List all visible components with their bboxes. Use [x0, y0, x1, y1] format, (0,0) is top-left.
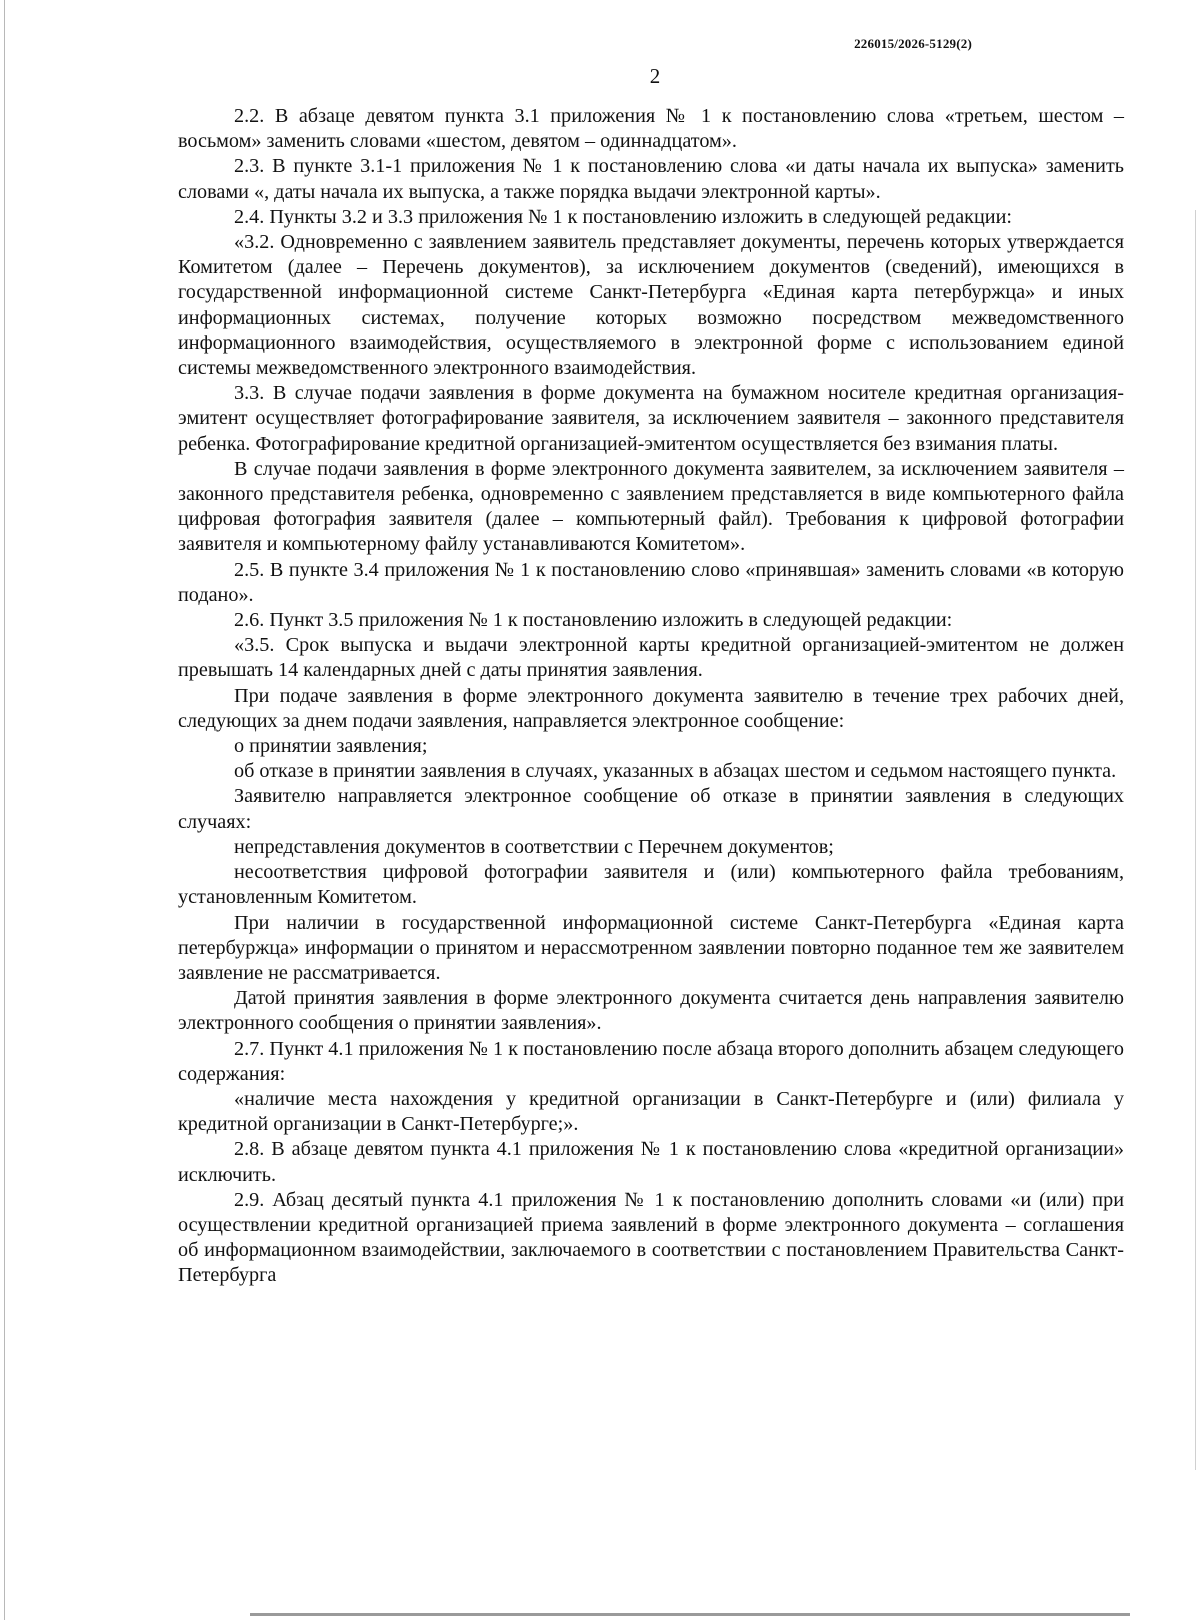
paragraph-3-5-refusal: об отказе в принятии заявления в случаях, указанных в абзацах шестом и седьмом настоящего пункта. — [234, 760, 1117, 783]
paragraph-3-3-electronic: В случае подачи заявления в форме электронного документа заявителем, за исключением заявителя – законного представителя ребенка, одновременно с заявлением представляется в виде компьютерного файла цифровая фотография заявителя (далее – компьютерный файл). Требования к цифровой фотографии заявителя и компьютерному файлу устанавливаются Комитетом». — [178, 457, 1124, 556]
paragraph-3-5-electronic-notice: При подаче заявления в форме электронного документа заявителю в течение трех рабочих дней, следующих за днем подачи заявления, направляется электронное сообщение: — [178, 684, 1124, 732]
paragraph-2-8: 2.8. В абзаце девятом пункта 4.1 приложения № 1 к постановлению слова «кредитной организации» исключить. — [178, 1138, 1124, 1186]
page-number: 2 — [649, 64, 661, 88]
scan-edge-right — [1195, 210, 1196, 1470]
paragraph-3-5-refusal-cases: Заявителю направляется электронное сообщение об отказе в принятии заявления в следующих случаях: — [178, 785, 1124, 833]
scan-edge-left — [4, 0, 5, 1620]
paragraph-2-6: 2.6. Пункт 3.5 приложения № 1 к постановлению изложить в следующей редакции: — [234, 609, 953, 632]
paragraph-2-4: 2.4. Пункты 3.2 и 3.3 приложения № 1 к постановлению изложить в следующей редакции: — [234, 205, 1012, 228]
paragraph-2-3: 2.3. В пункте 3.1-1 приложения № 1 к постановлению слова «и даты начала их выпуска» заменить словами «, даты начала их выпуска, а также порядка выдачи электронной карты». — [178, 155, 1124, 203]
paragraph-3-5-repeat: При наличии в государственной информационной системе Санкт-Петербурга «Единая карта петербуржца» информации о принятом и нерассмотренном заявлении повторно поданное тем же заявителем заявление не рассматривается. — [178, 911, 1124, 984]
paragraph-3-5-accepted: о принятии заявления; — [234, 735, 428, 758]
paragraph-2-2: 2.2. В абзаце девятом пункта 3.1 приложения № 1 к постановлению слова «третьем, шестом – восьмом» заменить словами «шестом, девятом – одиннадцатом». — [178, 105, 1124, 153]
paragraph-2-7: 2.7. Пункт 4.1 приложения № 1 к постановлению после абзаца второго дополнить абзацем следующего содержания: — [178, 1037, 1124, 1085]
paragraph-3-5-acceptance-date: Датой принятия заявления в форме электронного документа считается день направления заявителю электронного сообщения о принятии заявления». — [178, 987, 1124, 1035]
paragraph-2-5: 2.5. В пункте 3.4 приложения № 1 к постановлению слово «принявшая» заменить словами «в которую подано». — [178, 558, 1124, 606]
paragraph-3-5-case-photo: несоответствия цифровой фотографии заявителя и (или) компьютерного файла требованиям, установленным Комитетом. — [178, 861, 1124, 909]
paragraph-2-7-content: «наличие места нахождения у кредитной организации в Санкт-Петербурге и (или) филиала у кредитной организации в Санкт-Петербурге;». — [178, 1087, 1124, 1136]
paragraph-2-9: 2.9. Абзац десятый пункта 4.1 приложения № 1 к постановлению дополнить словами «и (или) при осуществлении кредитной организацией приема заявлений в форме электронного документа – соглашения об информационном взаимодействии, заключаемого в соответствии с постановлением Правительства Санкт-Петербурга — [178, 1188, 1124, 1287]
document-body — [178, 104, 1124, 1289]
paragraph-3-5: «3.5. Срок выпуска и выдачи электронной карты кредитной организацией-эмитентом не должен превышать 14 календарных дней с даты принятия заявления. — [178, 634, 1124, 682]
scan-edge-bottom — [250, 1613, 1130, 1616]
paragraph-3-3: 3.3. В случае подачи заявления в форме документа на бумажном носителе кредитная организация-эмитент осуществляет фотографирование заявителя, за исключением заявителя – законного представителя ребенка. Фотографирование кредитной организацией-эмитентом осуществляется без взимания платы. — [178, 382, 1124, 455]
paragraph-3-2: «3.2. Одновременно с заявлением заявитель представляет документы, перечень которых утверждается Комитетом (далее – Перечень документов), за исключением документов (сведений), имеющихся в государственной информационной системе Санкт-Петербурга «Единая карта петербуржца» и иных информационных системах, получение которых возможно посредством межведомственного информационного взаимодействия, осуществляемого в электронной форме с использованием единой системы межведомственного электронного взаимодействия. — [178, 231, 1124, 380]
document-id: 226015/2026-5129(2) — [854, 36, 972, 51]
paragraph-3-5-case-documents: непредставления документов в соответствии с Перечнем документов; — [234, 835, 834, 858]
